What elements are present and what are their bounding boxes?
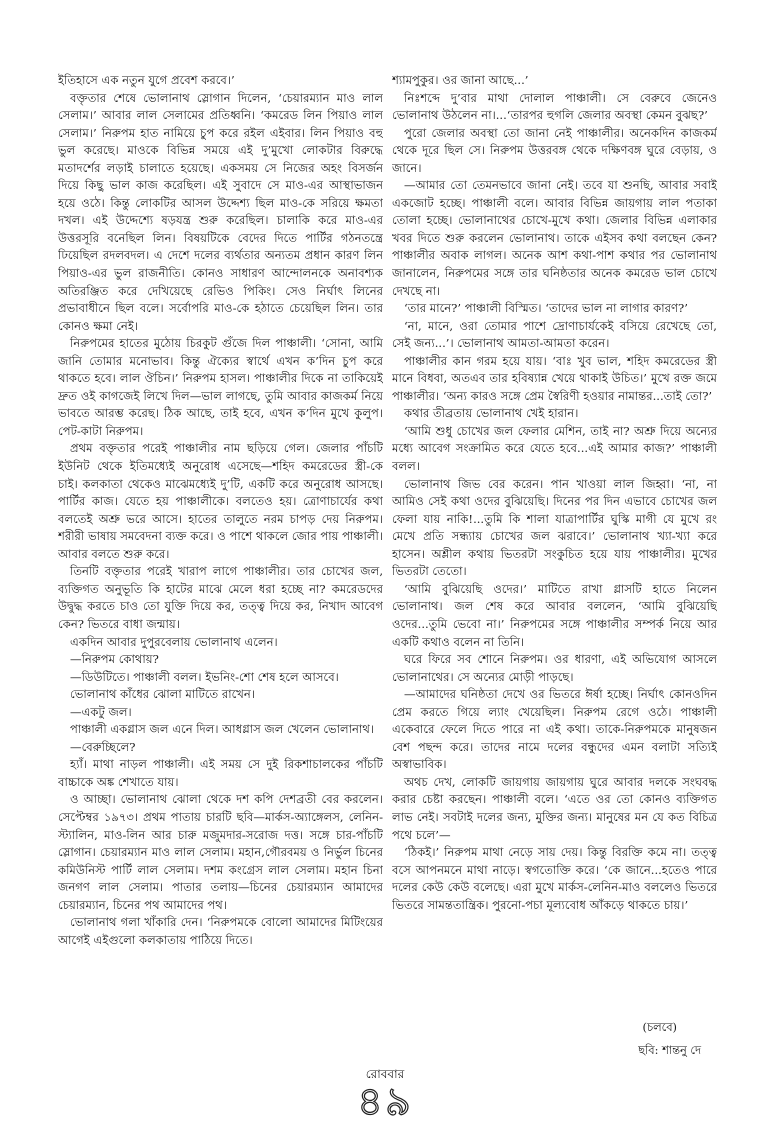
magazine-name: রোববার bbox=[365, 1067, 405, 1081]
paragraph: একদিন আবার দুপুরবেলায় ভোলানাথ এলেন। bbox=[70, 634, 278, 649]
page-number: ৪৯ bbox=[357, 1079, 413, 1125]
paragraph: প্রথম বক্তৃতার পরেই পাঞ্চালীর নাম ছড়িয়ে গেল। জেলার পাঁচটি ইউনিট থেকে ইতিমধ্যেই অনুরোধ এসেছে—শহিদ কমরেডের স্ত্রী-কে চাই। কলকাতা থেকেও মাঝেমধ্যেই দু’টি, একটি করে অনুরোধ আসছে। পার্টির কাজ। যেতে হয় পাঞ্চালীকে। বলতেও হয়। ত্রোণাচার্যের কথা বলতেই অশ্রু ভরে আসে। হাতের তালুতে নরম চাপড় দেয় নিরুপম। শরীরী ভাষায় সমবেদনা ব্যক্ত করে। ও পাশে থাকলে জোর পায় পাঞ্চালী। আবার বলতে শুরু করে। bbox=[58, 441, 383, 561]
paragraph: অথচ দেখ, লোকটি জায়গায় জায়গায় ঘুরে আবার দলকে সংঘবদ্ধ করার চেষ্টা করছেন। পাঞ্চালী বলে। ‘এতে ওর তো কোনও ব্যক্তিগত লাভ নেই। সবটাই দলের জন্য, মুক্তির জন্য। মানুষের মন যে কত বিচিত্র পথে চলে’— bbox=[392, 774, 717, 842]
paragraph: ‘আমি বুঝিয়েছি ওদের।’ মাটিতে রাখা গ্লাসটি হাতে নিলেন ভোলানাথ। জল শেষ করে আবার বললেন, ‘আমি বুঝিয়েছি ওদের...তুমি ভেবো না।’ নিরুপমের সঙ্গে পাঞ্চালীর সম্পর্ক নিয়ে আর একটি কথাও বলেন না তিনি। bbox=[392, 581, 717, 649]
paragraph: —একটু জল। bbox=[70, 704, 132, 719]
paragraph: ইতিহাসে এক নতুন যুগে প্রবেশ করবে।’ bbox=[58, 73, 235, 87]
paragraph: ও আচ্ছা। ভোলানাথ ঝোলা থেকে দশ কপি দেশব্রতী বের করলেন। সেপ্টেম্বর ১৯৭৩। প্রথম পাতায় চারটি ছবি—মার্কস-অ্যাঙ্গেলস, লেনিন-স্ট্যালিন, মাও-লিন আর চারু মজুমদার-সরোজ দত্ত। সঙ্গে চার-পাঁচটি স্লোগান। চেয়ারম্যান মাও লাল সেলাম। মহান,গৌরবময় ও নির্ভুল চিনের কমিউনিস্ট পার্টি লাল সেলাম। দশম কংগ্রেস লাল সেলাম। মহান চিনা জনগণ লাল সেলাম। পাতার তলায়—চিনের চেয়ারম্যান আমাদের চেয়ারম্যান, চিনের পথ আমাদের পথ। bbox=[58, 792, 383, 912]
paragraph: শ্যামপুকুর। ওর জানা আছে...’ bbox=[392, 73, 529, 87]
to-be-continued: (চলবে) bbox=[642, 1020, 677, 1034]
paragraph: ‘না, মানে, ওরা তোমার পাশে দ্রোণাচার্যকেই বসিয়ে রেখেছে তো, সেই জন্য...’। ভোলানাথ আমতা-আমতা করেন। bbox=[392, 318, 717, 351]
paragraph: পাঞ্চালীর কান গরম হয়ে যায়। ‘বাঃ খুব ভাল, শহিদ কমরেডের স্ত্রী মানে বিধবা, অতএব তার হবিষ্যান্ন খেয়ে থাকাই উচিত।’ মুখে রক্ত জমে পাঞ্চালীর। ‘অন্য কারও সঙ্গে প্রেম স্বৈরিণী হওয়ার নামান্তর...তাই তো?’ bbox=[392, 353, 717, 403]
paragraph: —আমার তো তেমনভাবে জানা নেই। তবে যা শুনছি, আবার সবাই একজোট হচ্ছে। পাঞ্চালী বলে। আবার বিভিন্ন জায়গায় লাল পতাকা তোলা হচ্ছে। ভোলানাথের চোখে-মুখে কথা। জেলার বিভিন্ন এলাকার খবর দিতে শুরু করলেন ভোলানাথ। তাকে এইসব কথা বলছেন কেন? পাঞ্চালীর অবাক লাগল। অনেক আশ কথা-পাশ কথার পর ভোলানাথ জানালেন, নিরুপমের সঙ্গে তার ঘনিষ্ঠতার অনেক কমরেড ভাল চোখে দেখছে না। bbox=[392, 178, 717, 298]
paragraph: নিঃশব্দে দু’বার মাথা দোলাল পাঞ্চালী। সে বেরুবে জেনেও ভোলানাথ উঠলেন না।...‘তারপর হুগলি জেলার অবস্থা কেমন বুঝছ?’ bbox=[392, 90, 717, 123]
paragraph: কথার তীব্রতায় ভোলানাথ খেই হারান। bbox=[404, 406, 579, 421]
paragraph: হ্যাঁ। মাথা নাড়ল পাঞ্চালী। এই সময় সে দুই রিকশাচালকের পাঁচটি বাচ্চাকে অঙ্ক শেখাতে যায়। bbox=[58, 757, 383, 789]
paragraph: তিনটি বক্তৃতার পরেই খারাপ লাগে পাঞ্চালীর। তার চোখের জল, ব্যক্তিগত অনুভূতি কি হাটের মাঝে মেলে ধরা হচ্ছে না? কমরেডদের উদ্বুদ্ধ করতে চাও তো যুক্তি দিয়ে কর, তত্ত্ব দিয়ে কর, নিখাদ আবেগ কেন? ভিতরে বাধা জন্মায়। bbox=[58, 564, 383, 631]
paragraph: পাঞ্চালী একগ্লাস জল এনে দিল। আধগ্লাস জল খেলেন ভোলানাথ। bbox=[70, 722, 374, 737]
paragraph: বক্তৃতার শেষে ভোলানাথ স্লোগান দিলেন, ‘চেয়ারম্যান মাও লাল সেলাম।’ আবার লাল সেলামের প্রতিধ্বনি। ‘কমরেড লিন পিয়াও লাল সেলাম।’ নিরুপম হাত নামিয়ে চুপ করে রইল এইবার। লিন পিয়াও বহু ভুল করেছে। মাওকে বিভিন্ন সময়ে এই দু’মুখো লোকটার বিরুদ্ধে মতাদর্শের লড়াই চালাতে হয়েছে। একসময় সে নিজের অহং বিসর্জন দিয়ে কিছু ভাল কাজ করেছিল। এই সুবাদে সে মাও-এর আস্থাভাজন হয়ে ওঠে। কিন্তু লোকটির আসল উদ্দেশ্য ছিল মাও-কে সরিয়ে ক্ষমতা দখল। এই উদ্দেশ্যে ষড়যন্ত্র শুরু করেছিল। চালাকি করে মাও-এর উত্তরসূরি বনেছিল লিন। বিষয়টিকে বেদের দিতে পার্টির গঠনতন্ত্রে ঢিয়েছিল রদলবদল। এ দেশে দলের ব্যর্থতার অন্যতম প্রধান কারণ লিন পিয়াও-এর ভুল রাজনীতি। কোনও সাধারণ আন্দোলনকে অনাবশ্যক অতিরঞ্জিত করে দেখিয়েছে রেভিও পিকিং। সেও নির্ঘাৎ লিনের প্রভাবাধীনে ছিল বলে। সর্বোপরি মাও-কে হঠাতে চেয়েছিল লিন। তার কোনও ক্ষমা নেই। bbox=[58, 90, 383, 333]
paragraph: ‘তার মানে?’ পাঞ্চালী বিস্মিত। ‘তাদের ভাল না লাগার কারণ?’ bbox=[404, 301, 688, 316]
illustration-credit: ছবি: শান্তনু দে bbox=[638, 1043, 701, 1057]
paragraph: ‘আমি শুধু চোখের জল ফেলার মেশিন, তাই না? অশ্রু দিয়ে অন্যের মধ্যে আবেগ সংক্রামিত করে যেতে হবে...এই আমার কাজ?’ পাঞ্চালী বলল। bbox=[392, 423, 717, 474]
paragraph: ঘরে ফিরে সব শোনে নিরুপম। ওর ধারণা, এই অভিযোগ আসলে ভোলানাথের। সে অন্যের মোড়ী পাড়ছে। bbox=[392, 652, 717, 684]
paragraph: ভোলানাথ গলা খাঁকারি দেন। ‘নিরুপমকে বোলো আমাদের মিটিংয়ের আগেই এইগুলো কলকাতায় পাঠিয়ে দিতে। bbox=[58, 915, 383, 947]
paragraph: —আমাদের ঘনিষ্ঠতা দেখে ওর ভিতরে ঈর্ষা হচ্ছে। নির্ঘাৎ কোনওদিন প্রেম করতে গিয়ে ল্যাং খেয়েছিল। নিরুপম রেগে ওঠে। পাঞ্চালী একেবারে ফেলে দিতে পারে না এই কথা। তাকে-নিরুপমকে মানুষজন বেশ পছন্দ করে। তাদের নামে দলের বন্ধুদের এমন বলাটা সত্যিই অস্বাভাবিক। bbox=[392, 687, 717, 772]
left-text-column bbox=[58, 72, 383, 1092]
paragraph: ভোলানাথ কাঁধের ঝোলা মাটিতে রাখেন। bbox=[70, 687, 255, 702]
paragraph: —নিরুপম কোথায়? bbox=[70, 652, 159, 667]
paragraph: ভোলানাথ জিভ বের করেন। পান খাওয়া লাল জিহ্বা। ‘না, না আমিও সেই কথা ওদের বুঝিয়েছি। দিনের পর দিন এভাবে চোখের জল ফেলা যায় নাকি!...তুমি কি শালা যাত্রাপার্টির ঘুস্কি মাগী যে মুখে রং মেখে প্রতি সন্ধ্যায় চোখের জল ঝরাবে।’ ভোলানাথ খ্যা-খ্যা করে হাসেন। অশ্লীল কথায় ভিতরটা সংকুচিত হয়ে যায় পাঞ্চালীর। মুখের ভিতরটা তেতো। bbox=[392, 476, 717, 579]
right-text-column bbox=[392, 72, 717, 1072]
paragraph: নিরুপমের হাতের মুঠোয় চিরকুট গুঁজে দিল পাঞ্চালী। ‘সোনা, আমি জানি তোমার মনোভাব। কিন্তু ঐক্যের স্বার্থে এখন ক’দিন চুপ করে থাকতে হবে। লাল ঔচিন।’ নিরুপম হাসল। পাঞ্চালীর দিকে না তাকিয়েই দ্রুত ওই কাগজেই লিখে দিল—ভাল লাগছে, তুমি আবার কাজকর্ম নিয়ে ভাবতে আরম্ভ করেছ। ঠিক আছে, তাই হবে, এখন ক’দিন মুখে কুলুপ। পেট-কাটা নিরুপম। bbox=[58, 336, 383, 438]
paragraph: ‘ঠিকই।’ নিরুপম মাথা নেড়ে সায় দেয়। কিন্তু বিরক্তি কমে না। তত্ত্ব বসে আপনমনে মাথা নাড়ে। স্বগতোক্তি করে। ‘কে জানে...হতেও পারে দলের কেউ কেউ বলেছে। এরা মুখে মার্কস-লেনিন-মাও বললেও ভিতরে ভিতরে সামন্ততান্ত্রিক। পুরনো-পচা মূল্যবোধ আঁকড়ে থাকতে চায়।’ bbox=[392, 845, 717, 912]
paragraph: —বেরুচ্ছিলে? bbox=[70, 739, 136, 754]
paragraph: —ডিউটিতে। পাঞ্চালী বলল। ইভনিং-শো শেষ হলে আসবে। bbox=[70, 669, 339, 684]
paragraph: পুরো জেলার অবস্থা তো জানা নেই পাঞ্চালীর। অনেকদিন কাজকর্ম থেকে দূরে ছিল সে। নিরুপম উত্তরবঙ্গ থেকে দক্ষিণবঙ্গ ঘুরে বেড়ায়, ও জানে। bbox=[392, 125, 717, 175]
